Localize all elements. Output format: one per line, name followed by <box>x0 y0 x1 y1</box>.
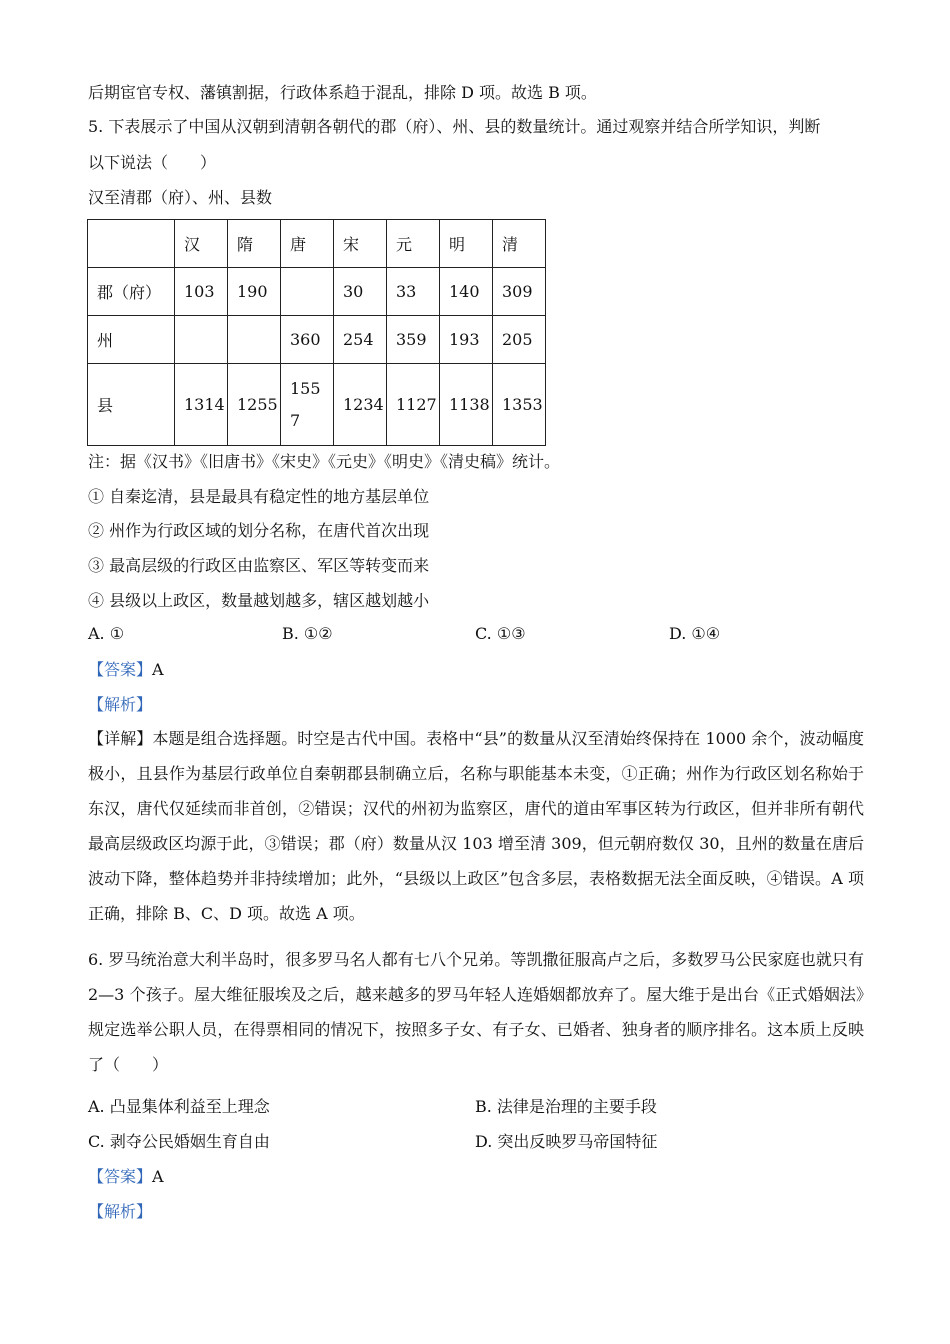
table-cell: 190 <box>228 268 281 316</box>
table-cell: 1127 <box>387 364 440 446</box>
q6-option-d: D. 突出反映罗马帝国特征 <box>475 1132 658 1151</box>
table-cell: 1314 <box>175 364 228 446</box>
table-cell: 30 <box>334 268 387 316</box>
q5-option-a: A. ① <box>88 624 125 643</box>
table-header-cell: 唐 <box>281 220 334 268</box>
table-row-label: 州 <box>88 316 175 364</box>
q5-stem-line2: 以下说法（ ） <box>88 153 217 172</box>
table-cell: 359 <box>387 316 440 364</box>
table-header-row <box>88 220 546 268</box>
q5-analysis-tag <box>88 695 152 715</box>
table-row <box>88 364 546 446</box>
q5-option-d: D. ①④ <box>669 624 721 643</box>
q5-option-c: C. ①③ <box>475 624 526 643</box>
table-row <box>88 316 546 364</box>
answer-value: A <box>152 1167 164 1186</box>
table-cell: 205 <box>493 316 546 364</box>
statement-2: ② 州作为行政区域的划分名称，在唐代首次出现 <box>88 521 430 540</box>
statement-3: ③ 最高层级的行政区由监察区、军区等转变而来 <box>88 556 430 575</box>
table-note: 注：据《汉书》《旧唐书》《宋史》《元史》《明史》《清史稿》统计。 <box>88 452 561 471</box>
table-cell: 1353 <box>493 364 546 446</box>
q5-stem-line1: 5. 下表展示了中国从汉朝到清朝各朝代的郡（府）、州、县的数量统计。通过观察并结合所学知识，判断 <box>88 117 821 136</box>
q6-analysis-tag <box>88 1202 152 1222</box>
table-cell <box>228 316 281 364</box>
table-header-cell: 元 <box>387 220 440 268</box>
table-cell: 254 <box>334 316 387 364</box>
table-cell: 1234 <box>334 364 387 446</box>
table-cell: 155 7 <box>281 364 334 446</box>
q6-option-a: A. 凸显集体利益至上理念 <box>88 1097 270 1116</box>
table-cell: 1255 <box>228 364 281 446</box>
table-header-cell: 明 <box>440 220 493 268</box>
table-cell: 33 <box>387 268 440 316</box>
table-cell <box>281 268 334 316</box>
table-row-label: 郡（府） <box>88 268 175 316</box>
table-header-cell <box>88 220 175 268</box>
county-stats-table <box>87 219 546 446</box>
analysis-tag: 【解析】 <box>88 695 153 714</box>
intro-line: 后期宦官专权、藩镇割据，行政体系趋于混乱，排除 D 项。故选 B 项。 <box>88 83 597 102</box>
table-cell <box>175 316 228 364</box>
table-cell: 1138 <box>440 364 493 446</box>
answer-tag: 【答案】 <box>88 1167 153 1186</box>
q6-option-c: C. 剥夺公民婚姻生育自由 <box>88 1132 270 1151</box>
q5-option-b: B. ①② <box>282 624 333 643</box>
q6-answer <box>88 1167 164 1187</box>
analysis-tag: 【解析】 <box>88 1202 153 1221</box>
table-cell: 103 <box>175 268 228 316</box>
answer-value: A <box>152 660 164 679</box>
table-cell: 193 <box>440 316 493 364</box>
table-cell: 309 <box>493 268 546 316</box>
q6-stem: 6. 罗马统治意大利半岛时，很多罗马名人都有七八个兄弟。等凯撒征服高卢之后，多数罗马公民家庭也就只有 2—3 个孩子。屋大维征服埃及之后，越来越多的罗马年轻人连婚姻都放弃了。屋大维于是出台《正式婚姻法》规定选举公职人员，在得票相同的情况下，按照多子女、有子女、已婚者、独身者的顺序排名。这本质上反映了（ ） <box>88 950 864 1074</box>
table-row <box>88 268 546 316</box>
table-header-cell: 汉 <box>175 220 228 268</box>
q5-detail <box>88 721 864 931</box>
q6-option-b: B. 法律是治理的主要手段 <box>475 1097 657 1116</box>
table-header-cell: 隋 <box>228 220 281 268</box>
answer-tag: 【答案】 <box>88 660 153 679</box>
q5-table-title: 汉至清郡（府）、州、县数 <box>88 188 273 207</box>
table-cell: 360 <box>281 316 334 364</box>
table-header-cell: 清 <box>493 220 546 268</box>
detail-text: 本题是组合选择题。时空是古代中国。表格中“县”的数量从汉至清始终保持在 1000 余个，波动幅度极小，且县作为基层行政单位自秦朝郡县制确立后，名称与职能基本未变，①正确；州作为行政区划名称始于东汉，唐代仅延续而非首创，②错误；汉代的州初为监察区，唐代的道由军事区转为行政区，但并非所有朝代最高层级政区均源于此，③错误；郡（府）数量从汉 103 增至清 309，但元朝府数仅 30，且州的数量在唐后波动下降，整体趋势并非持续增加；此外，“县级以上政区”包含多层，表格数据无法全面反映，④错误。A 项正确，排除 B、C、D 项。故选 A 项。 <box>88 729 864 923</box>
q5-answer <box>88 660 164 680</box>
statement-4: ④ 县级以上政区，数量越划越多，辖区越划越小 <box>88 591 430 610</box>
table-header-cell: 宋 <box>334 220 387 268</box>
statement-1: ① 自秦迄清，县是最具有稳定性的地方基层单位 <box>88 487 430 506</box>
detail-tag: 【详解】 <box>88 729 153 748</box>
table-row-label: 县 <box>88 364 175 446</box>
table-cell: 140 <box>440 268 493 316</box>
